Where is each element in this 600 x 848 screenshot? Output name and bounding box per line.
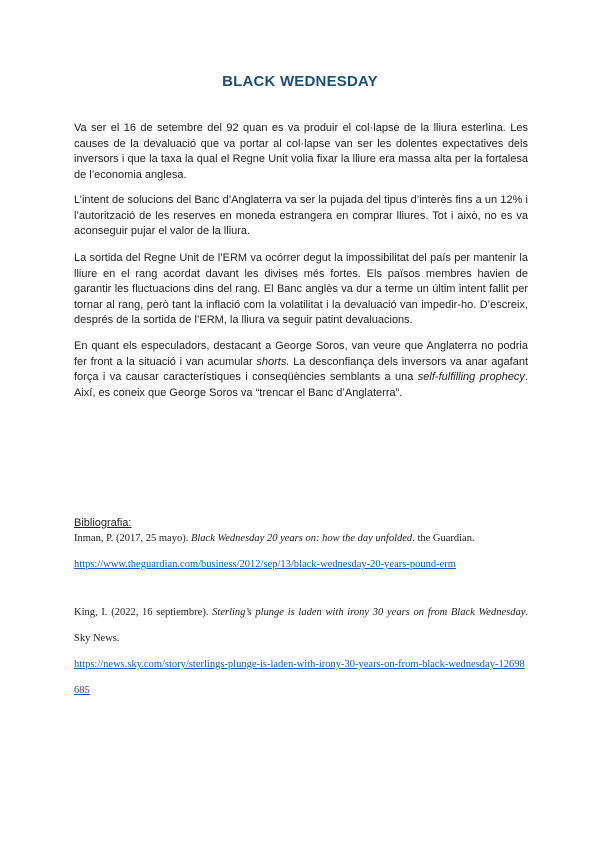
document-title: BLACK WEDNESDAY	[222, 73, 378, 90]
bibliography-entry	[74, 526, 528, 578]
paragraph-4-text-2: La desconfiança dels inversors va anar agafant força i va causar característiques i conseqüències semblants a una	[74, 355, 528, 383]
entry-title: Sterling’s plunge is laden with irony 30 years on from Black Wednesday	[212, 607, 526, 618]
entry-author-date: King, I. (2022, 16 septiembre).	[74, 607, 213, 618]
entry-source: . Sky News.	[74, 607, 528, 644]
paragraph-2: L’intent de solucions del Banc d’Anglaterra va ser la pujada del tipus d’interès fins a un 12% i l’autorització de les reserves en moneda estrangera en comprar lliures. Tot i això, no es va aconseguir pujar el valor de la lliura.	[74, 194, 528, 237]
paragraph-4-text-3: . Així, es coneix que George Soros va “trencar el Banc d’Anglaterra”.	[74, 371, 528, 399]
entry-url-link[interactable]: https://www.theguardian.com/business/2012/sep/13/black-wednesday-20-years-pound-erm	[74, 559, 456, 570]
entry-source: . the Guardian.	[412, 533, 475, 544]
bibliography-heading: Bibliografia:	[74, 517, 132, 529]
paragraph-3: La sortida del Regne Unit de l’ERM va ocórrer degut la impossibilitat del país per mantenir la lliure en el rang acordat davant les divises més fortes. Els països membres havien de garantir les fluctuacions dins del rang. El Banc anglès va dur a terme un últim intent fallit per tornar al rang, però tant la inflació com la volatilitat i la devaluació van impedir-ho. D’escreix, després de la sortida de l’ERM, la lliura va seguir patint devaluacions.	[74, 252, 528, 326]
paragraph-4-text-1: En quant els especuladors, destacant a George Soros, van veure que Anglaterra no podria fer front a la situació i van acumular	[74, 340, 528, 368]
entry-url-link[interactable]: https://news.sky.com/story/sterlings-plunge-is-laden-with-irony-30-years-on-from-black-wednesday-12698685	[74, 659, 525, 696]
paragraph-4-emphasis-shorts: shorts.	[256, 355, 290, 368]
paragraph-4-emphasis-prophecy: self-fulfilling prophecy	[417, 371, 525, 383]
paragraph-4	[74, 339, 528, 401]
paragraph-1: Va ser el 16 de setembre del 92 quan es va produir el col·lapse de la lliura esterlina. Les causes de la devaluació que va portar al col·lapse van ser les dolentes expectatives dels inversors i que la taxa la qual el Regne Unit volia fixar la lliure era massa alta per la fortalesa de l’economia anglesa.	[74, 122, 528, 181]
entry-author-date: Inman, P. (2017, 25 mayo).	[74, 533, 191, 544]
entry-title: Black Wednesday 20 years on: how the day unfolded	[190, 533, 413, 544]
bibliography-entry	[74, 600, 528, 704]
